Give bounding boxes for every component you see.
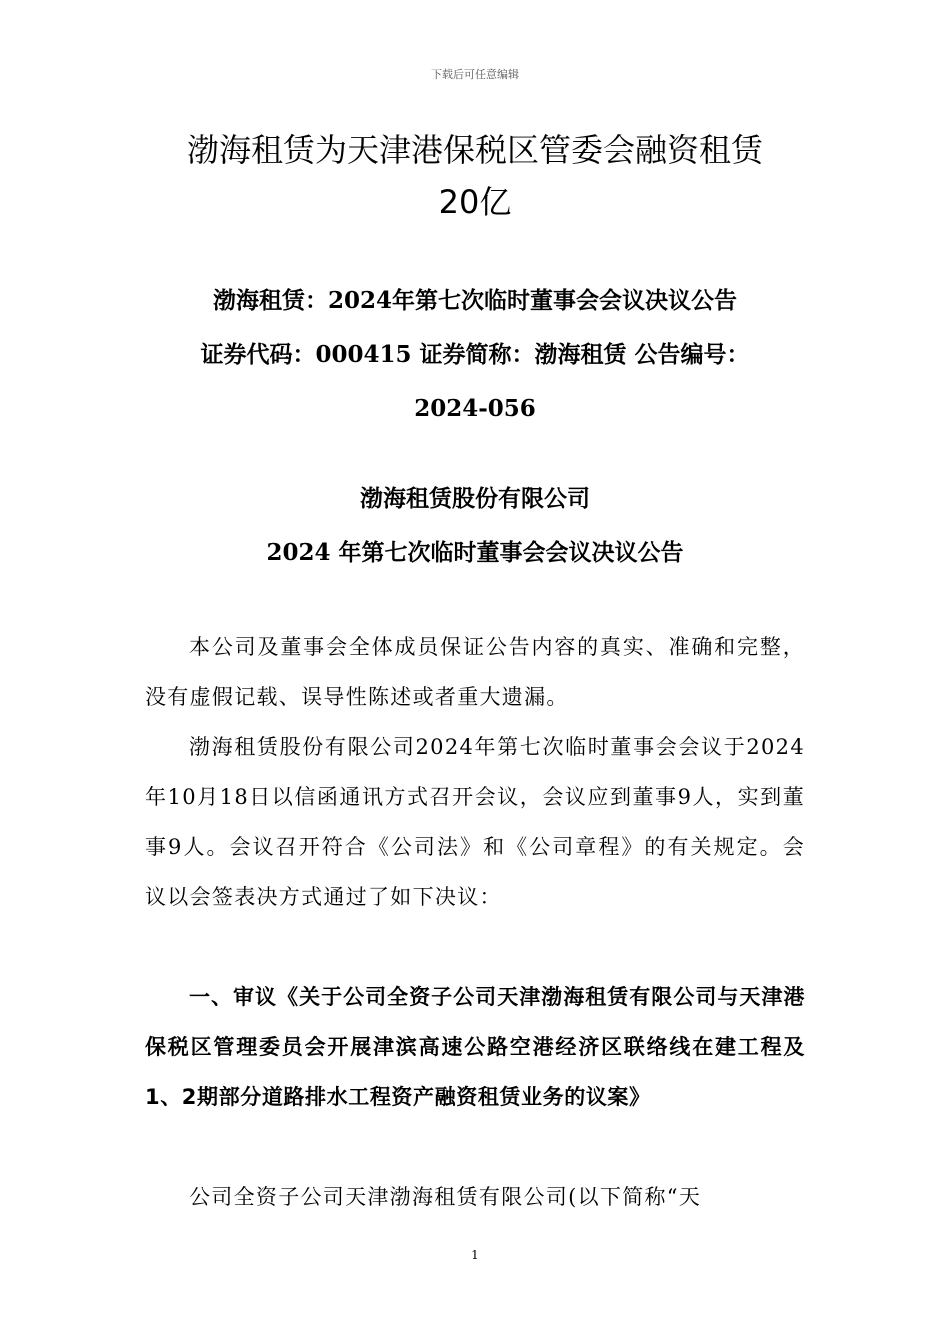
announcement-heading-line-1: 渤海租赁：2024年第七次临时董事会会议决议公告 [212,287,737,314]
paragraph-resolution-body: 公司全资子公司天津渤海租赁有限公司(以下简称“天 [189,1185,702,1209]
announcement-heading-line-2: 证券代码：000415 证券简称：渤海租赁 公告编号： [200,341,750,368]
page-number: 1 [471,1248,479,1262]
paragraph-meeting-info: 渤海租赁股份有限公司2024年第七次临时董事会会议于2024年10月18日以信函通讯方式召开会议，会议应到董事9人，实到董事9人。会议召开符合《公司法》和《公司章程》的有关规定。会议以会签表决方式通过了如下决议： [145,735,805,909]
company-title [130,472,820,580]
paragraph-resolution-heading: 一、审议《关于公司全资子公司天津渤海租赁有限公司与天津港保税区管理委员会开展津滨高速公路空港经济区联络线在建工程及1、2期部分道路排水工程资产融资租赁业务的议案》 [145,985,805,1109]
announcement-heading [130,274,820,436]
document-title [120,124,830,228]
meeting-title: 2024 年第七次临时董事会会议决议公告 [266,539,684,566]
header-note: 下载后可任意编辑 [431,68,519,81]
company-name: 渤海租赁股份有限公司 [360,485,590,512]
document-title-line-1: 渤海租赁为天津港保税区管委会融资租赁 [186,131,763,169]
document-title-line-2: 20亿 [438,183,512,221]
paragraph-guarantee: 本公司及董事会全体成员保证公告内容的真实、准确和完整，没有虚假记载、误导性陈述或者重大遗漏。 [145,635,805,709]
announcement-heading-line-3: 2024-056 [414,395,536,422]
